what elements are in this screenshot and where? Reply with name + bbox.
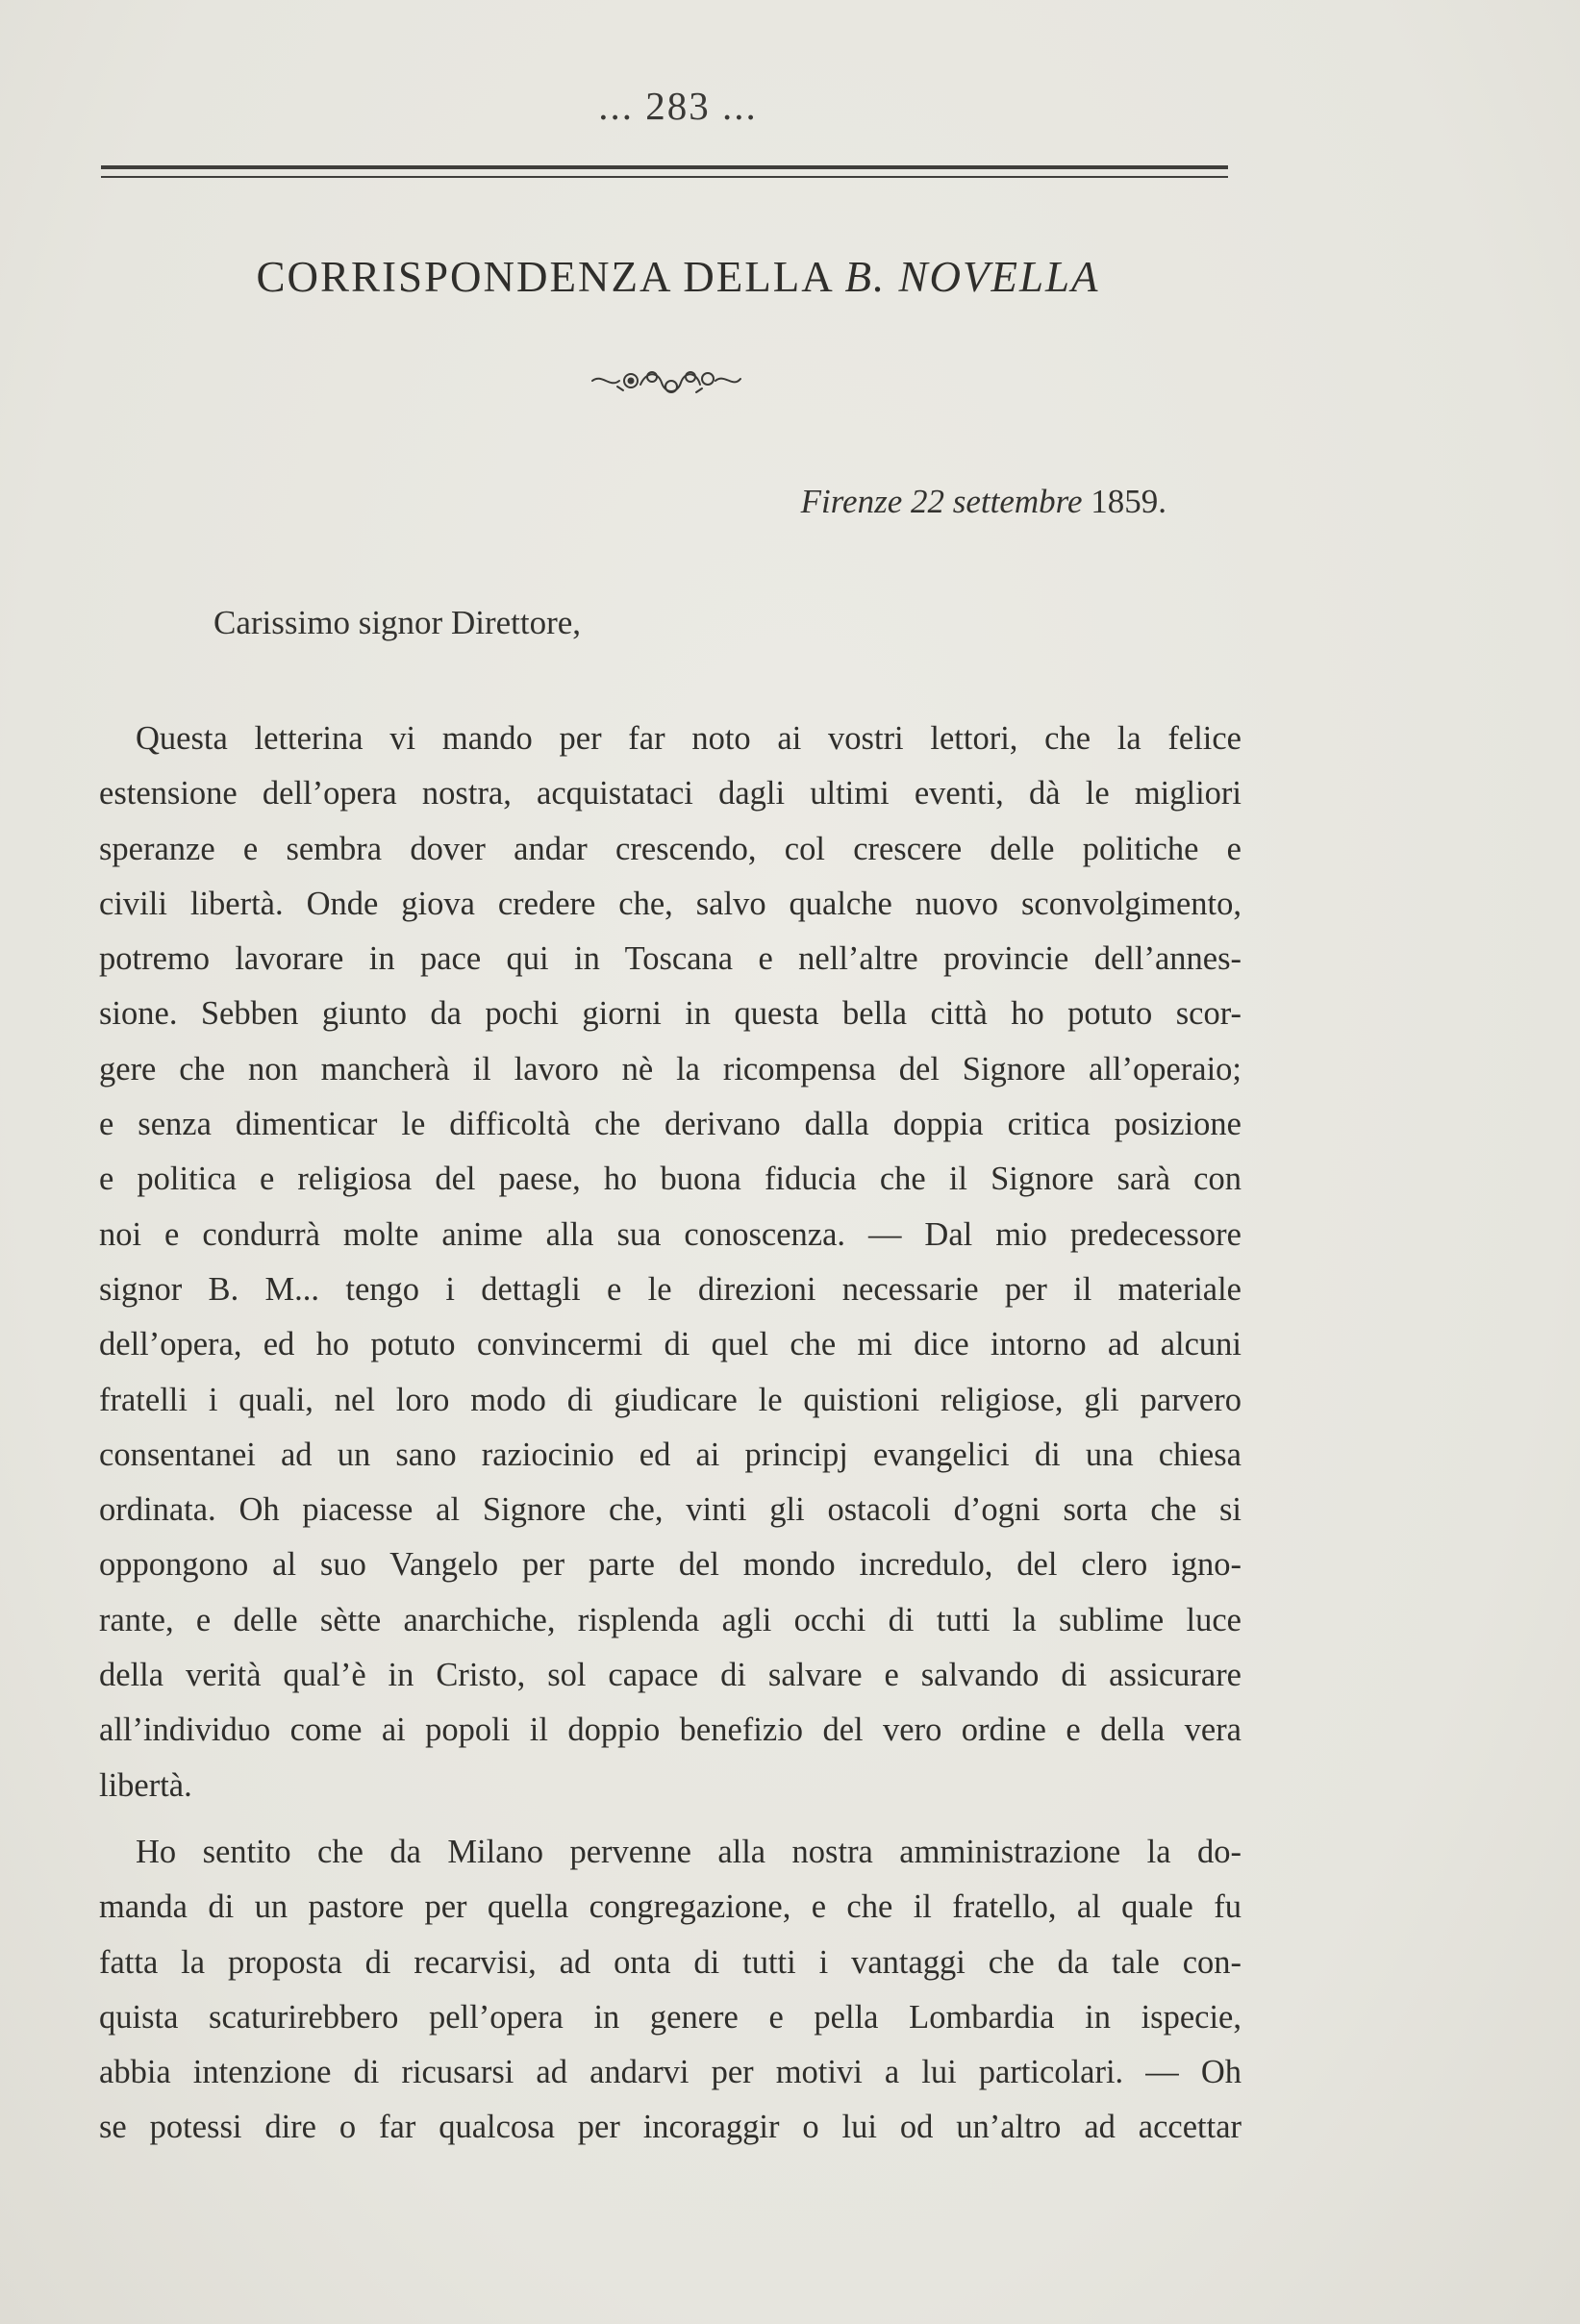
text-line: speranze e sembra dover andar crescendo, col crescere delle politiche e — [99, 830, 1241, 867]
page-number: ... 283 ... — [598, 84, 758, 128]
text-line: rante, e delle sètte anarchiche, risplenda agli occhi di tutti la sublime luce — [99, 1601, 1241, 1638]
text-line: noi e condurrà molte anime alla sua conoscenza. — Dal mio predecessore — [99, 1215, 1241, 1253]
text-line: abbia intenzione di ricusarsi ad andarvi per motivi a lui particolari. — Oh — [99, 2054, 1241, 2091]
text-line: e senza dimenticar le difficoltà che derivano dalla doppia critica posizione — [99, 1106, 1241, 1143]
floral-ornament-icon — [589, 363, 742, 402]
text-line: fratelli i quali, nel loro modo di giudicare le quistioni religiose, gli parvero — [99, 1381, 1241, 1418]
text-line: oppongono al suo Vangelo per parte del mondo incredulo, del clero igno- — [99, 1546, 1241, 1584]
text-line: sione. Sebben giunto da pochi giorni in questa bella città ho potuto scor- — [99, 995, 1241, 1033]
dateline-place-date: Firenze 22 settembre — [800, 483, 1083, 520]
text-line: se potessi dire o far qualcosa per incoraggir o lui od un’altro ad accettar — [99, 2109, 1241, 2146]
text-line: fatta la proposta di recarvisi, ad onta di tutti i vantaggi che da tale con- — [99, 1943, 1241, 1981]
paragraph-gap — [99, 1813, 1241, 1825]
paragraph — [99, 1825, 1241, 2156]
dateline-year: 1859. — [1091, 483, 1166, 520]
text-line: manda di un pastore per quella congregazione, e che il fratello, al quale fu — [99, 1888, 1241, 1926]
letter-body — [99, 712, 1241, 2156]
text-line: civili libertà. Onde giova credere che, salvo qualche nuovo sconvolgimento, — [99, 885, 1241, 922]
text-line: signor B. M... tengo i dettagli e le direzioni necessarie per il materiale — [99, 1270, 1241, 1308]
text-line: consentanei ad un sano raziocinio ed ai principj evangelici di una chiesa — [99, 1436, 1241, 1473]
paragraph — [99, 712, 1241, 1813]
text-line: gere che non mancherà il lavoro nè la ricompensa del Signore all’operaio; — [99, 1050, 1241, 1087]
text-line: della verità qual’è in Cristo, sol capace di salvare e salvando di assicurare — [99, 1657, 1241, 1694]
text-line: estensione dell’opera nostra, acquistataci dagli ultimi eventi, dà le migliori — [99, 775, 1241, 812]
section-title — [0, 252, 1356, 302]
text-line: libertà. — [99, 1766, 192, 1804]
text-line: e politica e religiosa del paese, ho buona fiducia che il Signore sarà con — [99, 1161, 1241, 1198]
text-line: ordinata. Oh piacesse al Signore che, vinti gli ostacoli d’ogni sorta che si — [99, 1491, 1241, 1529]
header-rule-thick — [101, 165, 1228, 169]
dateline — [801, 483, 1166, 521]
text-line: quista scaturirebbero pell’opera in genere e pella Lombardia in ispecie, — [99, 1998, 1241, 2036]
text-line: dell’opera, ed ho potuto convincermi di quel che mi dice intorno ad alcuni — [99, 1326, 1241, 1363]
text-line: potremo lavorare in pace qui in Toscana e nell’altre provincie dell’annes- — [99, 940, 1241, 978]
salutation: Carissimo signor Direttore, — [213, 604, 582, 641]
section-title-prefix: CORRISPONDENZA DELLA — [256, 253, 833, 301]
section-title-italic: B. NOVELLA — [844, 253, 1100, 301]
text-line: all’individuo come ai popoli il doppio benefizio del vero ordine e della vera — [99, 1712, 1241, 1749]
header-rule-thin — [101, 176, 1228, 178]
text-line: Ho sentito che da Milano pervenne alla nostra amministrazione la do- — [136, 1833, 1241, 1870]
text-line: Questa letterina vi mando per far noto ai vostri lettori, che la felice — [136, 720, 1241, 757]
